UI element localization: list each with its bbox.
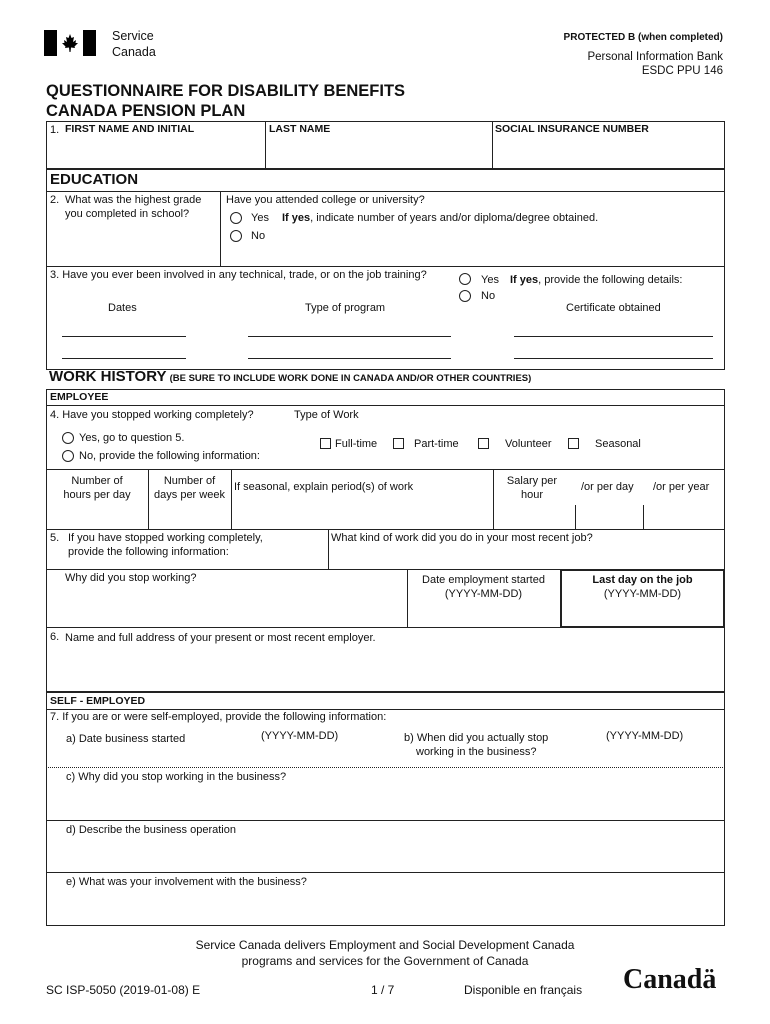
training-cert-field-2[interactable]: [514, 358, 713, 359]
college-no-radio[interactable]: [230, 230, 242, 242]
last-day-line1: Last day on the job: [592, 574, 693, 586]
divider: [46, 529, 725, 530]
department-line-1: Service: [112, 29, 154, 43]
training-no-label: No: [481, 290, 496, 302]
training-if-yes: If yes: [510, 274, 539, 286]
divider: [46, 405, 725, 406]
page-number: 1 / 7: [371, 983, 395, 997]
col-hours-line1: Number of: [71, 475, 123, 487]
last-day-format: (YYYY-MM-DD): [603, 588, 682, 600]
last-day-label: [560, 573, 725, 601]
q1-number: 1.: [50, 124, 60, 136]
col-hours-line2: hours per day: [63, 489, 131, 501]
seasonal-checkbox[interactable]: [568, 438, 579, 449]
self-employed-section: [46, 692, 725, 926]
fulltime-checkbox[interactable]: [320, 438, 331, 449]
divider: [46, 191, 725, 192]
q5-number: 5.: [50, 532, 60, 544]
page-title: QUESTIONNAIRE FOR DISABILITY BENEFITS: [46, 82, 406, 100]
first-name-label: FIRST NAME AND INITIAL: [65, 123, 195, 135]
q7b-line1: b) When did you actually stop: [404, 732, 549, 744]
col-per-year: /or per year: [653, 481, 710, 493]
q7b-line2: working in the business?: [416, 746, 537, 758]
sin-label: SOCIAL INSURANCE NUMBER: [495, 123, 649, 135]
seasonal-label: Seasonal: [595, 438, 641, 450]
training-program-field-2[interactable]: [248, 358, 451, 359]
training-cert-field-1[interactable]: [514, 336, 713, 337]
date-started-label: [407, 573, 560, 601]
col-days: [148, 474, 231, 502]
volunteer-checkbox[interactable]: [478, 438, 489, 449]
training-yes-detail: [510, 274, 682, 286]
footer-line1: Service Canada delivers Employment and Social Development Canada: [195, 938, 575, 952]
divider: [643, 505, 644, 529]
q4-no-radio[interactable]: [62, 450, 74, 462]
col-per-day: /or per day: [581, 481, 634, 493]
pib-line-2: ESDC PPU 146: [641, 65, 723, 77]
recent-job-question: What kind of work did you do in your most recent job?: [331, 532, 593, 544]
q3-question: 3. Have you ever been involved in any technical, trade, or on the job training?: [50, 269, 427, 281]
q7d-label: d) Describe the business operation: [66, 824, 236, 836]
divider: [492, 121, 493, 169]
q6-number: 6.: [50, 631, 60, 643]
canada-wordmark: Canadä: [623, 964, 717, 995]
pib-line-1: Personal Information Bank: [587, 51, 723, 63]
divider: [46, 627, 725, 628]
col-days-line1: Number of: [163, 475, 216, 487]
last-name-label: LAST NAME: [269, 123, 331, 135]
q4-question: 4. Have you stopped working completely?: [50, 409, 254, 421]
college-yes-detail: [282, 212, 598, 224]
french-available: Disponible en français: [464, 983, 583, 997]
q7a-label: a) Date business started: [66, 733, 186, 745]
training-yes-label: Yes: [481, 274, 499, 286]
col-hours: [46, 474, 148, 502]
col-salary: [493, 474, 571, 502]
canada-flag-logo: [44, 30, 96, 56]
divider: [46, 767, 725, 768]
department-name: [112, 28, 156, 60]
protected-label: PROTECTED B (when completed): [563, 32, 723, 43]
college-no-label: No: [251, 230, 266, 242]
col-salary-line2: hour: [520, 489, 544, 501]
col-program: Type of program: [305, 302, 386, 314]
divider: [231, 469, 232, 529]
q7a-format: (YYYY-MM-DD): [261, 730, 339, 742]
date-started-format: (YYYY-MM-DD): [444, 588, 523, 600]
training-dates-field-1[interactable]: [62, 336, 186, 337]
divider: [46, 872, 725, 873]
training-no-radio[interactable]: [459, 290, 471, 302]
divider: [575, 505, 576, 529]
col-dates: Dates: [108, 302, 137, 314]
q2-question-line1: What was the highest grade: [65, 194, 202, 206]
footer-line2: programs and services for the Government of Canada: [241, 954, 529, 968]
training-program-field-1[interactable]: [248, 336, 451, 337]
col-certificate: Certificate obtained: [566, 302, 661, 314]
training-yes-radio[interactable]: [459, 273, 471, 285]
q7c-label: c) Why did you stop working in the business?: [66, 771, 287, 783]
sin-field[interactable]: [495, 138, 723, 167]
col-seasonal: If seasonal, explain period(s) of work: [234, 481, 414, 493]
form-id: SC ISP-5050 (2019-01-08) E: [46, 983, 201, 997]
training-detail-text: , provide the following details:: [538, 274, 683, 286]
divider: [46, 820, 725, 821]
college-question: Have you attended college or university?: [226, 194, 425, 206]
q7e-label: e) What was your involvement with the business?: [66, 876, 307, 888]
college-yes-detail-text: , indicate number of years and/or diploma/degree obtained.: [310, 212, 599, 224]
parttime-label: Part-time: [414, 438, 459, 450]
self-employed-label: SELF - EMPLOYED: [50, 695, 146, 707]
last-name-field[interactable]: [268, 138, 490, 167]
volunteer-label: Volunteer: [505, 438, 552, 450]
col-salary-line1: Salary per: [506, 475, 558, 487]
education-title: EDUCATION: [50, 171, 139, 188]
type-of-work-label: Type of Work: [294, 409, 359, 421]
work-history-heading: [49, 368, 531, 385]
why-stop-label: Why did you stop working?: [65, 572, 197, 584]
first-name-field[interactable]: [48, 138, 263, 167]
date-started-line1: Date employment started: [422, 574, 545, 586]
divider: [328, 529, 329, 569]
college-yes-radio[interactable]: [230, 212, 242, 224]
work-history-title: WORK HISTORY: [49, 368, 167, 385]
divider: [46, 709, 725, 710]
q7-question: 7. If you are or were self-employed, provide the following information:: [50, 711, 387, 723]
college-yes-label: Yes: [251, 212, 269, 224]
q7b-format: (YYYY-MM-DD): [606, 730, 684, 742]
if-yes-label: If yes: [282, 212, 311, 224]
q4-yes-label: Yes, go to question 5.: [79, 432, 185, 444]
parttime-checkbox[interactable]: [393, 438, 404, 449]
page-subtitle: CANADA PENSION PLAN: [46, 102, 246, 120]
divider: [265, 121, 266, 169]
q5-line1: If you have stopped working completely,: [68, 532, 263, 544]
q5-line2: provide the following information:: [68, 546, 229, 558]
employee-label: EMPLOYEE: [50, 391, 109, 403]
department-line-2: Canada: [112, 45, 156, 59]
q6-question: Name and full address of your present or most recent employer.: [65, 632, 376, 644]
divider: [220, 191, 221, 267]
q2-question-line2: you completed in school?: [65, 208, 190, 220]
q2-number: 2.: [50, 194, 60, 206]
work-history-note: (BE SURE TO INCLUDE WORK DONE IN CANADA AND/OR OTHER COUNTRIES): [169, 373, 532, 384]
q4-yes-radio[interactable]: [62, 432, 74, 444]
training-dates-field-2[interactable]: [62, 358, 186, 359]
col-days-line2: days per week: [154, 489, 225, 501]
fulltime-label: Full-time: [335, 438, 378, 450]
divider: [46, 266, 725, 267]
q4-no-label: No, provide the following information:: [79, 450, 260, 462]
